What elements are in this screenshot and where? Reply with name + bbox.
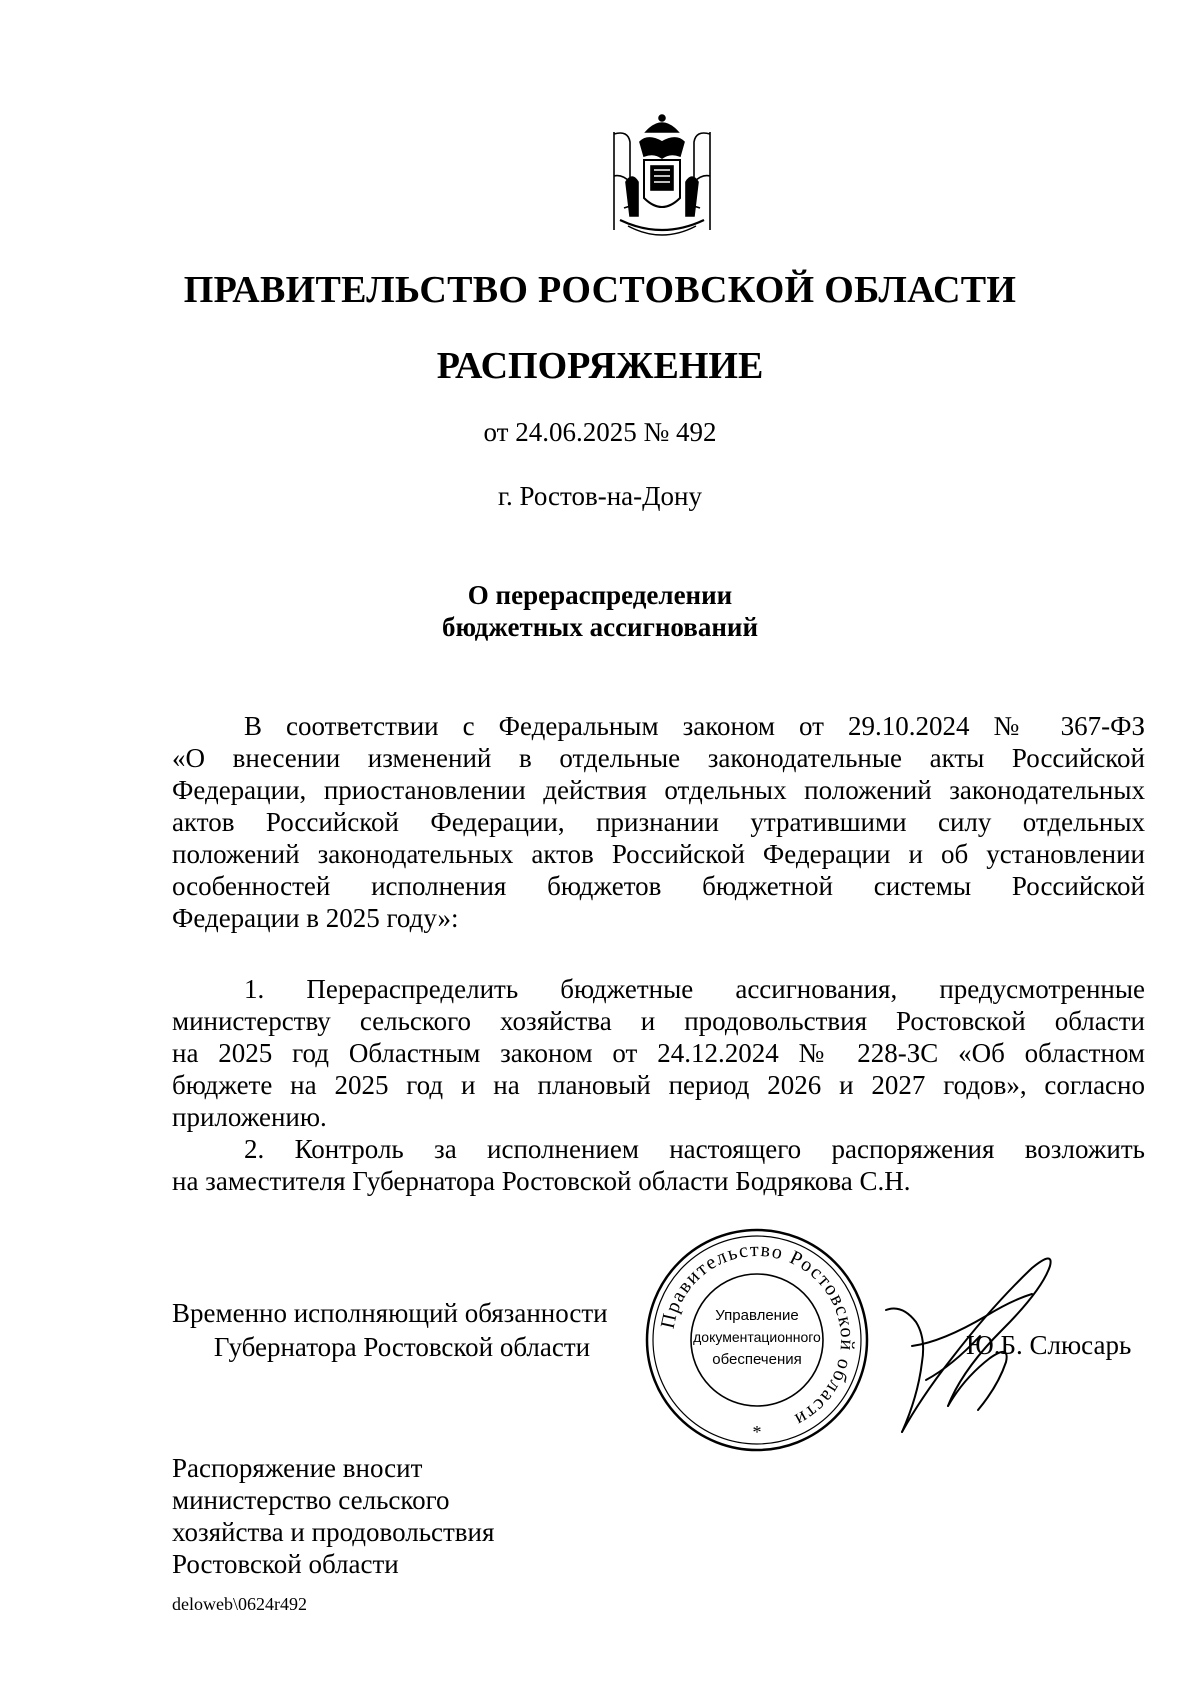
document-date-number: от 24.06.2025 № 492	[483, 417, 717, 447]
introduced-by	[172, 1452, 672, 1580]
item-line: бюджете на 2025 год и на плановый период 2026 и 2027 годов», согласно	[172, 1070, 1145, 1100]
item-line: 2. Контроль за исполнением настоящего распоряжения возложить	[244, 1134, 1145, 1164]
stamp-ring-text: Правительство Ростовской области	[656, 1238, 859, 1432]
document-type: РАСПОРЯЖЕНИЕ	[436, 345, 764, 387]
item-line: на заместителя Губернатора Ростовской области Бодрякова С.Н.	[172, 1166, 911, 1196]
introduced-by-line: Ростовской области	[172, 1549, 399, 1579]
order-item-1	[172, 973, 1145, 1133]
stamp-center-line: обеспечения	[712, 1351, 802, 1368]
preamble-paragraph	[172, 710, 1145, 934]
order-item-2	[172, 1133, 1145, 1197]
position-line: Губернатора Ростовской области	[213, 1332, 591, 1362]
preamble-line: Федерации в 2025 году»:	[172, 903, 459, 933]
document-subject	[0, 579, 1200, 643]
position-line: Временно исполняющий обязанности	[172, 1298, 608, 1328]
item-line: министерству сельского хозяйства и продовольствия Ростовской области	[172, 1006, 1145, 1036]
official-stamp	[643, 1226, 871, 1454]
introduced-by-line: Распоряжение вносит	[172, 1453, 423, 1483]
document-registry-code: deloweb\0624r492	[172, 1594, 307, 1614]
coat-of-arms-icon	[604, 112, 720, 242]
item-line: приложению.	[172, 1102, 327, 1132]
subject-line: О перераспределении	[467, 580, 733, 610]
introduced-by-line: хозяйства и продовольствия	[172, 1517, 495, 1547]
organization-title: ПРАВИТЕЛЬСТВО РОСТОВСКОЙ ОБЛАСТИ	[183, 269, 1017, 311]
introduced-by-line: министерство сельского	[172, 1485, 450, 1515]
item-line: на 2025 год Областным законом от 24.12.2024 № 228-ЗС «Об областном	[172, 1038, 1145, 1068]
stamp-center-line: документационного	[693, 1329, 821, 1345]
preamble-line: актов Российской Федерации, признании утратившими силу отдельных	[172, 807, 1145, 837]
preamble-line: Федерации, приостановлении действия отдельных положений законодательных	[172, 775, 1145, 805]
signatory-name: Ю.Б. Слюсарь	[966, 1330, 1132, 1360]
stamp-center-line: Управление	[715, 1307, 799, 1324]
stamp-star: *	[752, 1422, 762, 1442]
preamble-line: В соответствии с Федеральным законом от 29.10.2024 № 367-ФЗ	[244, 711, 1145, 741]
signatory-position	[172, 1296, 632, 1364]
subject-line: бюджетных ассигнований	[441, 612, 759, 642]
preamble-line: положений законодательных актов Российской Федерации и об установлении	[172, 839, 1145, 869]
item-line: 1. Перераспределить бюджетные ассигнования, предусмотренные	[244, 974, 1145, 1004]
preamble-line: «О внесении изменений в отдельные законодательные акты Российской	[172, 743, 1145, 773]
preamble-line: особенностей исполнения бюджетов бюджетной системы Российской	[172, 871, 1145, 901]
document-city: г. Ростов-на-Дону	[497, 481, 702, 511]
